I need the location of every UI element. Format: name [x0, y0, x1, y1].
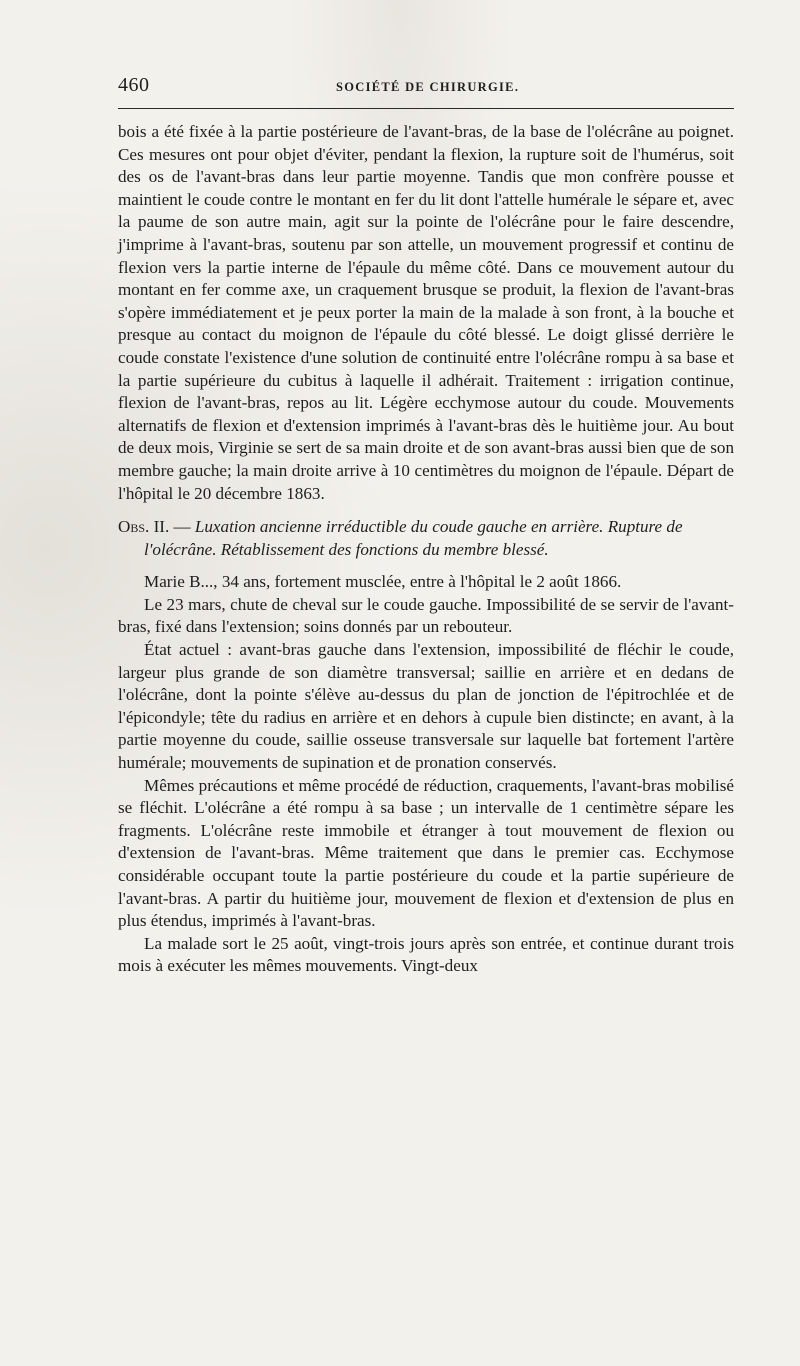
- observation-label: Obs. II. —: [118, 517, 195, 537]
- running-title: SOCIÉTÉ DE CHIRURGIE.: [336, 80, 520, 94]
- header-rule: [118, 108, 734, 109]
- page-body: [118, 121, 734, 978]
- page-number: 460: [118, 74, 150, 96]
- paragraph-state: État actuel : avant-bras gauche dans l'extension, impossibilité de fléchir le coude, largeur plus grande de son diamètre transversal; saillie en arrière et en dedans de l'olécrâne, dont la pointe s'élève au-dessus du plan de jonction de l'épitrochlée et de l'épicondyle; tête du radius en arrière et en dehors à cupule bien distincte; en avant, à la partie moyenne du coude, saillie osseuse transversale sur laquelle bat fortement l'artère humérale; mouvements de supination et de pronation conservés.: [118, 640, 734, 773]
- paragraph-history: Le 23 mars, chute de cheval sur le coude gauche. Impossibilité de se servir de l'avant-bras, fixé dans l'extension; soins donnés par un rebouteur.: [118, 594, 734, 637]
- paragraph-continued: bois a été fixée à la partie postérieure de l'avant-bras, de la base de l'olécrâne au poignet. Ces mesures ont pour objet d'éviter, pendant la flexion, la rupture soit de l'humérus, soit des os de l'avant-bras dans leur partie moyenne. Tandis que mon confrère pousse et maintient le coude contre le montant en fer du lit dont l'attelle humérale le sépare et, avec la paume de son autre main, agit sur la pointe de l'olécrâne pour le faire descendre, j'imprime à l'avant-bras, soutenu par son attelle, un mouvement progressif et continu de flexion vers la partie interne de l'épaule du même côté. Dans ce mouvement autour du montant en fer comme axe, un craquement brusque se produit, la flexion de l'avant-bras s'opère immédiatement et je peux porter la main de la malade à son front, à la bouche et presque au contact du moignon de l'épaule du côté blessé. Le doigt glissé derrière le coude constate l'existence d'une solution de continuité entre l'olécrâne rompu à sa base et la partie supérieure du cubitus à laquelle il adhérait. Traitement : irrigation continue, flexion de l'avant-bras, repos au lit. Légère ecchymose autour du coude. Mouvements alternatifs de flexion et d'extension imprimés à l'avant-bras dès le huitième jour. Au bout de deux mois, Virginie se sert de sa main droite et de son avant-bras aussi bien que de son membre gauche; la main droite arrive à 10 centimètres du moignon de l'épaule. Départ de l'hôpital le 20 décembre 1863.: [118, 122, 734, 503]
- page-header: [118, 74, 734, 100]
- paragraph-patient: Marie B..., 34 ans, fortement musclée, entre à l'hôpital le 2 août 1866.: [144, 572, 622, 592]
- observation-heading: [118, 516, 734, 561]
- observation-title: Luxation ancienne irréductible du coude gauche en arrière. Rupture de l'olécrâne. Rétablissement des fonctions du membre blessé.: [144, 517, 683, 559]
- paragraph-treatment: Mêmes précautions et même procédé de réduction, craquements, l'avant-bras mobilisé se fléchit. L'olécrâne a été rompu à sa base ; un intervalle de 1 centimètre sépare les fragments. L'olécrâne reste immobile et étranger à tout mouvement de flexion ou d'extension de l'avant-bras. Même traitement que dans le premier cas. Ecchymose considérable occupant toute la partie postérieure du coude et la partie supérieure de l'avant-bras. A partir du huitième jour, mouvement de flexion et d'extension de plus en plus étendus, imprimés à l'avant-bras.: [118, 775, 734, 931]
- paragraph-outcome: La malade sort le 25 août, vingt-trois jours après son entrée, et continue durant trois mois à exécuter les mêmes mouvements. Vingt-deux: [118, 933, 734, 976]
